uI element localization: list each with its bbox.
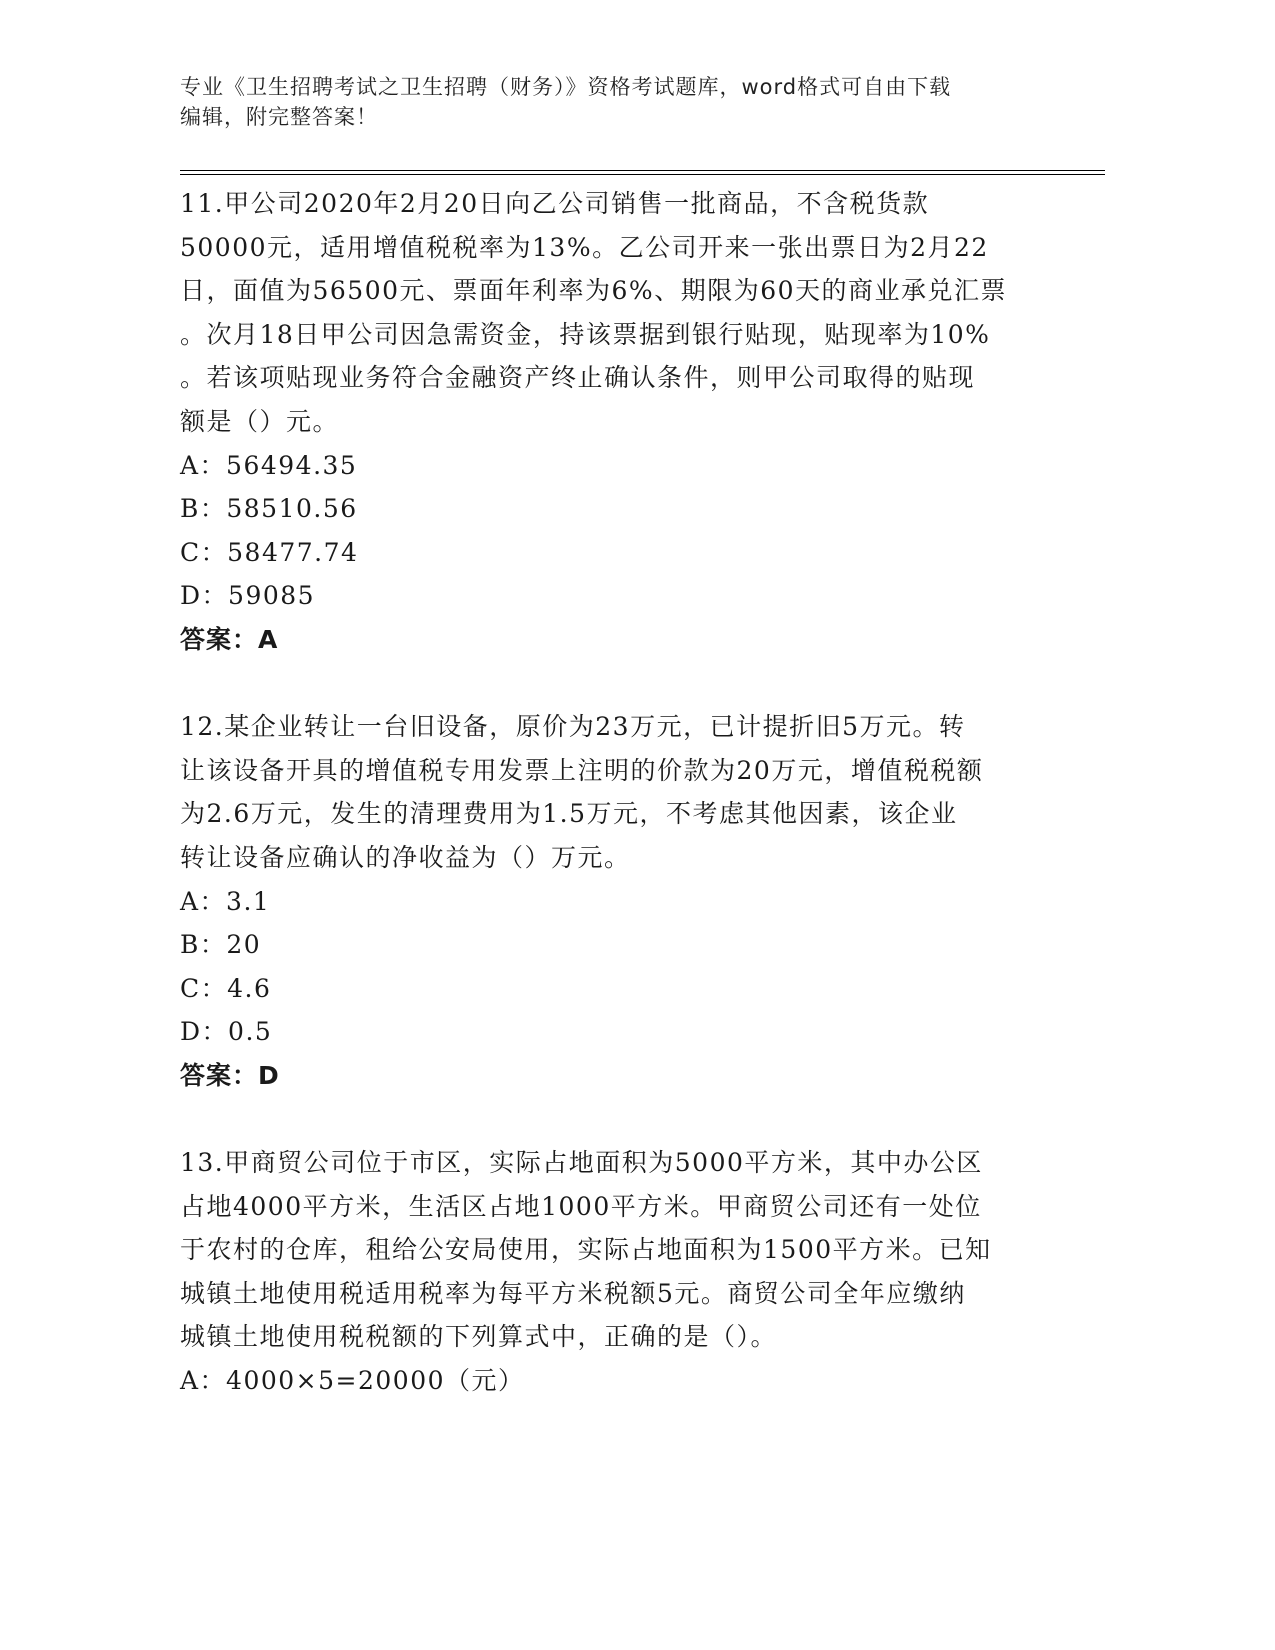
question-11: [180, 182, 1040, 662]
question-text-line: 11.甲公司2020年2月20日向乙公司销售一批商品，不含税货款: [180, 189, 930, 218]
option-b: B：20: [180, 930, 262, 960]
header-divider-thin: [180, 174, 1105, 175]
answer-line: 答案：A: [180, 624, 279, 654]
question-text-line: 占地4000平方米，生活区占地1000平方米。甲商贸公司还有一处位: [180, 1191, 982, 1221]
question-text-line: 额是（）元。: [180, 406, 340, 436]
document-header: [180, 72, 1060, 132]
question-text-line: 13.甲商贸公司位于市区，实际占地面积为5000平方米，其中办公区: [180, 1148, 983, 1178]
option-c: C：4.6: [180, 973, 272, 1003]
question-stem: [180, 1141, 1040, 1359]
option-a: A：3.1: [180, 886, 271, 916]
question-stem: [180, 182, 1040, 444]
option-c: C：58477.74: [180, 537, 359, 567]
question-text-line: 于农村的仓库，租给公安局使用，实际占地面积为1500平方米。已知: [180, 1235, 992, 1265]
question-text-line: 为2.6万元，发生的清理费用为1.5万元，不考虑其他因素，该企业: [180, 799, 958, 829]
question-text-line: 。次月18日甲公司因急需资金，持该票据到银行贴现，贴现率为10%: [180, 319, 991, 349]
option-a: A：56494.35: [180, 450, 358, 480]
question-text-line: 日，面值为56500元、票面年利率为6%、期限为60天的商业承兑汇票: [180, 276, 1008, 306]
header-line-1: 专业《卫生招聘考试之卫生招聘（财务）》资格考试题库，word格式可自由下载: [180, 75, 952, 99]
question-13: [180, 1141, 1040, 1403]
question-list: [180, 182, 1040, 1403]
option-d: D：59085: [180, 581, 316, 611]
header-line-2: 编辑，附完整答案！: [180, 105, 378, 129]
question-text-line: 让该设备开具的增值税专用发票上注明的价款为20万元，增值税税额: [180, 755, 984, 785]
question-stem: [180, 705, 1040, 879]
question-text-line: 转让设备应确认的净收益为（）万元。: [180, 842, 631, 872]
question-text-line: 城镇土地使用税税额的下列算式中，正确的是（）。: [180, 1322, 778, 1352]
question-text-line: 城镇土地使用税适用税率为每平方米税额5元。商贸公司全年应缴纳: [180, 1278, 966, 1308]
question-text-line: 50000元，适用增值税税率为13%。乙公司开来一张出票日为2月22: [180, 232, 989, 262]
question-12: [180, 705, 1040, 1097]
question-text-line: 。若该项贴现业务符合金融资产终止确认条件，则甲公司取得的贴现: [180, 363, 976, 393]
question-text-line: 12.某企业转让一台旧设备，原价为23万元，已计提折旧5万元。转: [180, 712, 966, 742]
option-a: A：4000×5=20000（元）: [180, 1366, 525, 1396]
option-b: B：58510.56: [180, 494, 358, 524]
answer-line: 答案：D: [180, 1060, 280, 1090]
header-divider-thick: [180, 170, 1105, 171]
option-d: D：0.5: [180, 1017, 273, 1047]
